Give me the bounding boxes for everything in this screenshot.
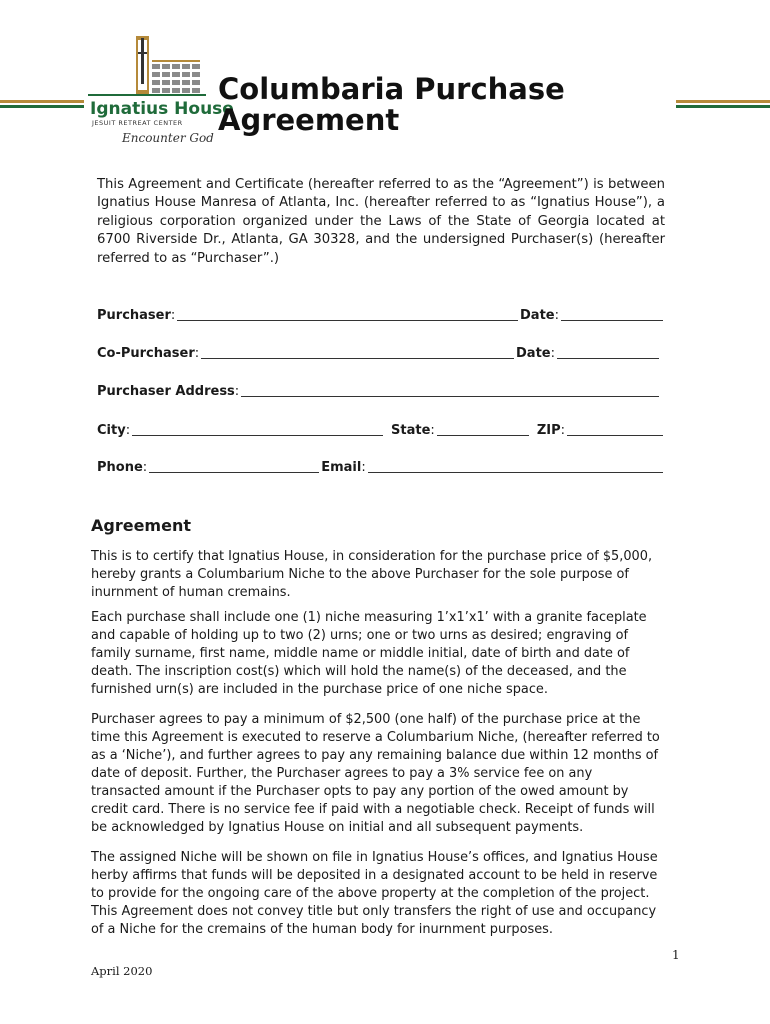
ignatius-house-logo (86, 34, 234, 150)
co-purchaser-field[interactable] (201, 347, 514, 359)
phone-field[interactable] (149, 461, 319, 473)
page-number: 1 (672, 948, 680, 962)
intro-paragraph: This Agreement and Certificate (hereafter referred to as the “Agreement”) is between Ignatius House Manresa of Atlanta, Inc. (hereafter referred to as “Ignatius House”), a religious corporation organized under the Laws of the State of Georgia located at 6700 Riverside Dr., Atlanta, GA 30328, and the undersigned Purchaser(s) (hereafter referred to as “Purchaser”.) (97, 177, 665, 266)
zip-field[interactable] (567, 424, 663, 436)
header-stripe-left-gold (0, 100, 84, 103)
phone-label: Phone (97, 460, 143, 475)
state-field[interactable] (437, 424, 529, 436)
purchaser-field[interactable] (177, 309, 518, 321)
header-stripe-right-green (676, 105, 770, 108)
paragraph-niche-details: Each purchase shall include one (1) niche measuring 1’x1’x1’ with a granite faceplate and capable of holding up to two (2) urns; one or two urns as desired; engraving of family surname, first name, middle name or middle initial, date of birth and date of death. The inscription cost(s) which will hold the name(s) of the deceased, and the furnished urn(s) are included in the purchase price of one niche space. (91, 610, 647, 697)
purchaser-date-field[interactable] (561, 309, 663, 321)
agreement-heading: Agreement (91, 516, 191, 535)
address-field[interactable] (241, 385, 659, 397)
phone-row: Phone : Email : (97, 460, 665, 475)
purchaser-date-label: Date (520, 308, 555, 323)
logo-wordmark: Ignatius House (90, 99, 234, 119)
footer-date: April 2020 (91, 964, 153, 978)
email-label: Email (321, 460, 362, 475)
address-label: Purchaser Address (97, 384, 235, 399)
state-label: State (391, 423, 431, 438)
logo-tagline: Encounter God (122, 131, 214, 145)
purchaser-label: Purchaser (97, 308, 171, 323)
co-purchaser-date-label: Date (516, 346, 551, 361)
purchaser-row: Purchaser : Date : (97, 308, 665, 323)
co-purchaser-row: Co-Purchaser : Date : (97, 346, 661, 361)
city-field[interactable] (132, 424, 383, 436)
city-row: City : State : ZIP : (97, 423, 665, 438)
logo-building-icon (86, 34, 234, 150)
co-purchaser-date-field[interactable] (557, 347, 659, 359)
paragraph-assignment: The assigned Niche will be shown on file in Ignatius House’s offices, and Ignatius House herby affirms that funds will be deposited in a designated account to be held in reserve to provide for the ongoing care of the above property at the completion of the project. This Agreement does not convey title but only transfers the right of use and occupancy of a Niche for the cremains of the human body for inurnment purposes. (91, 850, 658, 937)
co-purchaser-label: Co-Purchaser (97, 346, 195, 361)
zip-label: ZIP (536, 423, 561, 438)
header-stripe-right-gold (676, 100, 770, 103)
city-label: City (97, 423, 126, 438)
address-row: Purchaser Address : (97, 384, 661, 399)
paragraph-price: This is to certify that Ignatius House, in consideration for the purchase price of $5,000, hereby grants a Columbarium Niche to the above Purchaser for the sole purpose of inurnment of human cremains. (91, 549, 653, 600)
header-stripe-left-green (0, 105, 84, 108)
email-field[interactable] (368, 461, 663, 473)
document-title: Columbaria Purchase Agreement (218, 72, 565, 137)
paragraph-payment: Purchaser agrees to pay a minimum of $2,500 (one half) of the purchase price at the time this Agreement is executed to reserve a Columbarium Niche, (hereafter referred to as a ‘Niche’), and further agrees to pay any remaining balance due within 12 months of date of deposit. Further, the Purchaser agrees to pay a 3% service fee on any transacted amount if the Purchaser opts to pay any portion of the owed amount by credit card. There is no service fee if paid with a negotiable check. Receipt of funds will be acknowledged by Ignatius House on initial and all subsequent payments. (91, 712, 660, 835)
logo-subtitle: JESUIT RETREAT CENTER (92, 119, 183, 127)
